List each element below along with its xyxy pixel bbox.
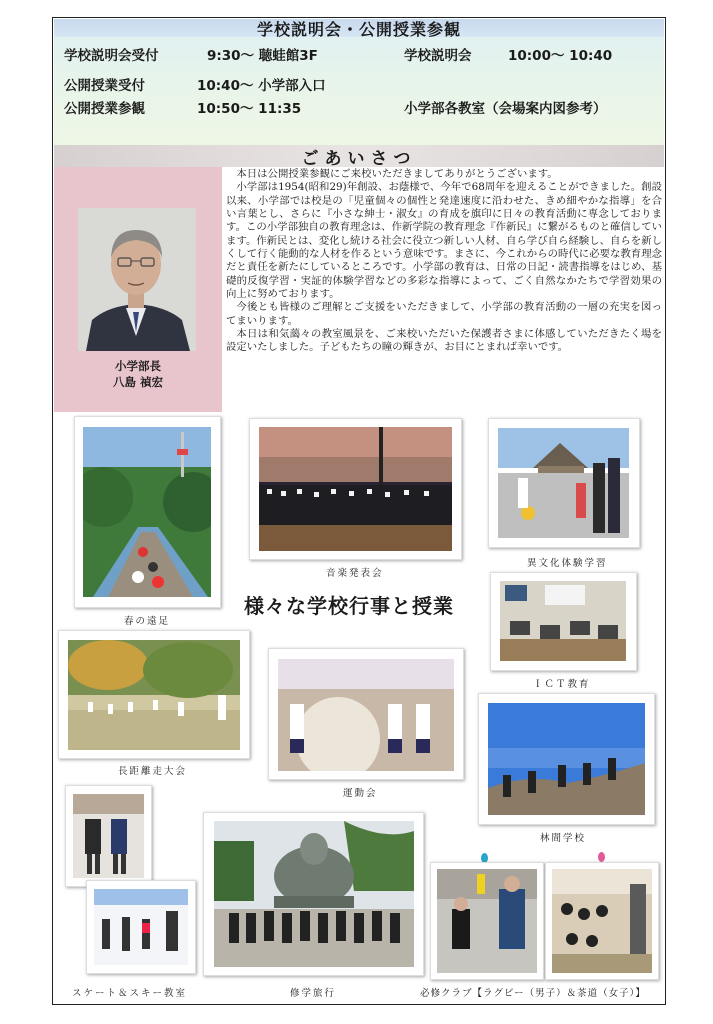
reception-label: 学校説明会受付 [64, 48, 159, 64]
caption-sports-day: 運動会 [343, 788, 378, 799]
caption-school-trip: 修学旅行 [290, 988, 337, 999]
photo-skate [65, 785, 152, 887]
class-visit-place: 小学部各教室（会場案内図参考） [404, 101, 607, 117]
photo-concert [249, 418, 462, 560]
principal-photo [78, 208, 196, 351]
caption-marathon: 長距離走大会 [118, 766, 188, 777]
principal-name: 八島 禎宏 [112, 375, 163, 389]
photo-rugby [430, 862, 544, 980]
photo-spring-trip [74, 416, 221, 608]
caption-spring-trip: 春の遠足 [124, 616, 171, 627]
class-reception-time: 10:40〜 小学部入口 [197, 78, 326, 94]
photo-tea-ceremony [545, 862, 659, 980]
photo-sports-day [268, 648, 464, 780]
photo-ski [86, 880, 196, 974]
caption-ict: ＩＣＴ教育 [533, 679, 591, 690]
greeting-text [226, 168, 662, 355]
schedule-title: 学校説明会・公開授業参観 [256, 20, 461, 39]
caption-forest-school: 林間学校 [540, 833, 587, 844]
events-heading: 様々な学校行事と授業 [244, 594, 454, 618]
greeting-paragraph: 本日は公開授業参観にご来校いただきましてありがとうございます。 [236, 168, 558, 180]
photo-school-trip [203, 812, 424, 976]
photo-ict [490, 572, 637, 671]
principal-title: 小学部長 [115, 359, 161, 373]
caption-culture: 異文化体験学習 [527, 558, 608, 569]
briefing-time: 10:00〜 10:40 [508, 48, 613, 64]
briefing-label: 学校説明会 [404, 48, 472, 64]
class-visit-label: 公開授業参観 [64, 101, 145, 117]
greeting-paragraph: 小学部は1954(昭和29)年創設、お蔭様で、今年で68周年を迎えることができました。創設以来、小学部では校是の「児童個々の個性と発達速度に沿わせた、きめ細やかな指導」を合い言葉とし、さらに『小さな紳士・淑女』の育成を旗印に日々の教育活動に専念しております。この小学部独自の教育理念は、作新学院の教育理念『作新民』に繋がるものと確信しています。作新民とは、変化し続ける社会に役立つ新しい人材、自ら学び自ら経験し、自らを新しくして行く能動的な人材を作るという意味です。まさに、今これからの時代に必要な教育理念だと責任を新たにしているところです。小学部の教育は、日常の日記・読書指導をはじめ、基礎的反復学習・実証的体験学習などの多彩な指導によって、ごく自然なかたちで学習効果の向上に努めております。 [226, 181, 662, 301]
greeting-paragraph: 本日は和気藹々の教室風景を、ご来校いただいた保護者さまに体感していただきたく場を設定いたしました。子どもたちの瞳の輝きが、お目にとまれば幸いです。 [226, 328, 662, 354]
class-visit-time: 10:50〜 11:35 [197, 101, 302, 117]
pushpin-icon [598, 852, 605, 862]
caption-concert: 音楽発表会 [326, 568, 384, 579]
photo-marathon [58, 630, 250, 759]
greeting-paragraph: 今後とも皆様のご理解とご支援をいただきまして、小学部の教育活動の一層の充実を図ってまいります。 [226, 301, 662, 327]
class-reception-label: 公開授業受付 [64, 78, 145, 94]
photo-forest-school [478, 693, 655, 825]
greeting-title: ごあいさつ [301, 149, 417, 169]
photo-culture [488, 418, 640, 548]
caption-clubs: 必修クラブ【ラグビー（男子）＆茶道（女子）】 [420, 988, 646, 999]
caption-skate-ski: スケート＆スキー教室 [72, 988, 188, 999]
reception-time: 9:30〜 聴蛙館3F [207, 48, 318, 64]
principal-caption [54, 358, 222, 390]
